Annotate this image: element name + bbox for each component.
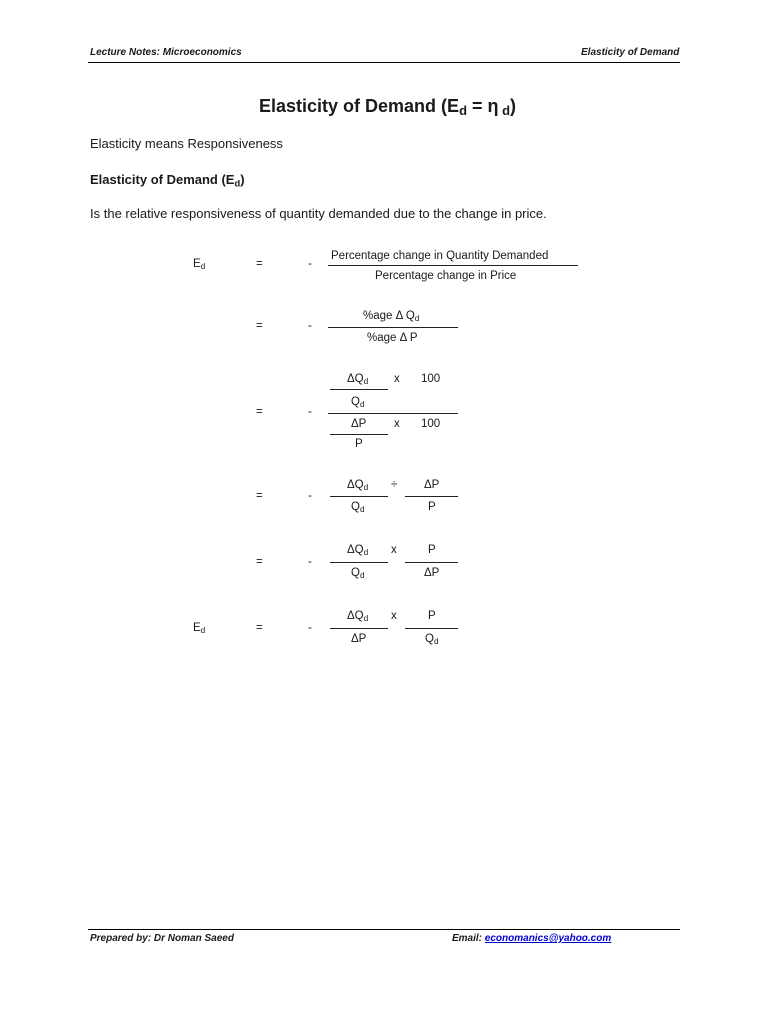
header-right: Elasticity of Demand xyxy=(581,47,680,58)
times-sign: x xyxy=(394,418,400,430)
footer-author: Prepared by: Dr Noman Saeed xyxy=(90,933,234,944)
fraction-bar xyxy=(330,628,388,629)
p-symbol: P xyxy=(428,501,436,513)
delta-q: $\Delta Q_d$ xyxy=(347,610,369,624)
equals-sign: = xyxy=(256,556,263,568)
hundred: 100 xyxy=(421,418,441,430)
page-title: Elasticity of Demand ($E_d = \eta$ $_d$) xyxy=(259,96,517,119)
q-symbol: $Q_d$ xyxy=(351,396,365,410)
fraction-numerator: %age Δ $Q_d$ xyxy=(363,310,420,324)
fraction-bar xyxy=(328,327,458,328)
p-symbol: P xyxy=(428,610,436,622)
intro-text: Elasticity means Responsiveness xyxy=(90,136,283,151)
delta-p: ΔP xyxy=(351,633,367,645)
equals-sign: = xyxy=(256,406,263,418)
times-sign: x xyxy=(394,373,400,385)
fraction-bar xyxy=(330,496,388,497)
email-label: Email: xyxy=(452,933,485,944)
p-symbol: P xyxy=(355,438,363,450)
q-symbol: $Q_d$ xyxy=(351,501,365,515)
fraction-bar xyxy=(330,434,388,435)
fraction-bar xyxy=(405,628,458,629)
fraction-bar xyxy=(330,389,388,390)
fraction-bar xyxy=(330,562,388,563)
minus-sign: - xyxy=(308,556,312,568)
delta-p: ΔP xyxy=(351,418,367,430)
delta-q: $\Delta Q_d$ xyxy=(347,544,369,558)
email-link[interactable]: economanics@yahoo.com xyxy=(484,933,612,944)
ed-symbol: $E_d$ xyxy=(193,622,206,636)
definition-text: Is the relative responsiveness of quantity demanded due to the change in price. xyxy=(90,206,547,221)
equals-sign: = xyxy=(256,490,263,502)
q-symbol: $Q_d$ xyxy=(351,567,365,581)
q-symbol: $Q_d$ xyxy=(425,633,439,647)
times-sign: x xyxy=(391,544,397,556)
equals-sign: = xyxy=(256,622,263,634)
ed-symbol: $E_d$ xyxy=(193,258,206,272)
minus-sign: - xyxy=(308,320,312,332)
delta-p: ΔP xyxy=(424,567,440,579)
header-left: Lecture Notes: Microeconomics xyxy=(90,47,242,58)
minus-sign: - xyxy=(308,490,312,502)
hundred: 100 xyxy=(421,373,441,385)
equals-sign: = xyxy=(256,320,263,332)
fraction-bar xyxy=(405,496,458,497)
minus-sign: - xyxy=(308,258,312,270)
minus-sign: - xyxy=(308,406,312,418)
equals-sign: = xyxy=(256,258,263,270)
fraction-bar xyxy=(405,562,458,563)
header-rule xyxy=(88,62,680,63)
p-symbol: P xyxy=(428,544,436,556)
delta-q: $\Delta Q_d$ xyxy=(347,373,369,387)
delta-q: $\Delta Q_d$ xyxy=(347,479,369,493)
footer-email xyxy=(452,933,611,944)
delta-p: ΔP xyxy=(424,479,440,491)
times-sign: x xyxy=(391,610,397,622)
footer-rule xyxy=(88,929,680,930)
minus-sign: - xyxy=(308,622,312,634)
divide-sign: ÷ xyxy=(391,479,398,491)
fraction-denominator: %age Δ P xyxy=(367,332,418,344)
fraction-denominator: Percentage change in Price xyxy=(375,270,517,282)
fraction-bar xyxy=(328,265,578,266)
fraction-numerator: Percentage change in Quantity Demanded xyxy=(331,250,549,262)
section-heading: Elasticity of Demand $(E_d)$ xyxy=(90,172,245,189)
fraction-bar xyxy=(328,413,458,414)
